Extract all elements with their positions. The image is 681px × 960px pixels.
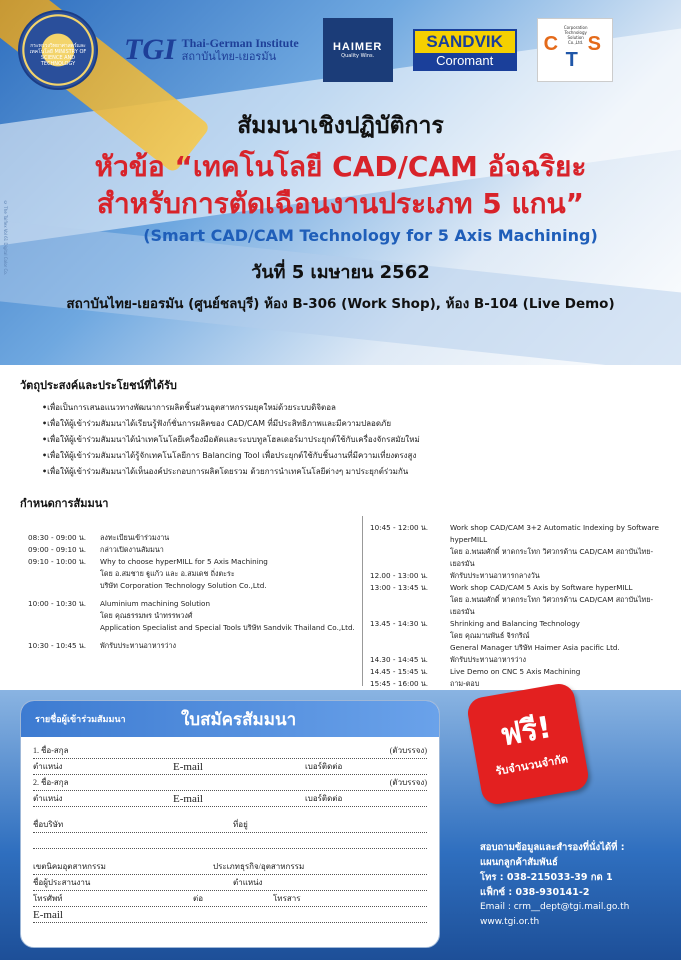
form-title: ใบสมัครสัมมนา <box>181 709 297 730</box>
haimer-tagline: Quality Wins. <box>341 53 375 59</box>
seminar-type: สัมมนาเชิงปฏิบัติการ <box>237 113 444 139</box>
sandvik-top: SANDVIK <box>415 31 515 53</box>
list-item: • เพื่อให้ผู้เข้าร่วมสัมมนาได้นำเทคโนโลยีเครื่องมือตัดและระบบทูลโฮลเดอร์มาประยุกต์ใช้กับเครื่องจักรสมัยใหม่ <box>42 432 670 448</box>
schedule-desc: Why to choose hyperMILL for 5 Axis Machining โดย อ.สมชาย ฐูแก้ว และ อ.สมเดช ถิ่งตะระ บริษัท Corporation Technology Solution Co.,Ltd. <box>100 557 268 590</box>
event-date: วันที่ 5 เมษายน 2562 <box>251 262 430 283</box>
position-label: ตำแหน่ง <box>233 878 263 887</box>
contact-dept: แผนกลูกค้าสัมพันธ์ <box>480 857 558 868</box>
schedule-desc: กล่าวเปิดงานสัมมนา <box>100 545 164 554</box>
schedule-row <box>368 666 673 678</box>
schedule-desc: พักรับประทานอาหารว่าง <box>450 655 527 664</box>
schedule-heading: กำหนดการสัมมนา <box>20 497 109 510</box>
sandvik-logo <box>413 29 517 71</box>
schedule-desc: ถาม-ตอบ <box>450 679 480 688</box>
schedule-time: 14.30 - 14:45 น. <box>370 655 428 664</box>
haimer-logo <box>323 18 393 82</box>
topic-line-1: หัวข้อ “เทคโนโลยี CAD/CAM อัจฉริยะ <box>94 150 587 183</box>
schedule-row <box>368 678 673 690</box>
ministry-seal-logo <box>18 10 98 90</box>
schedule-desc: ลงทะเบียนเข้าร่วมงาน <box>100 533 170 542</box>
list-item: • เพื่อเป็นการเสนอแนวทางพัฒนาการผลิตชิ้นส่วนอุตสาหกรรมยุคใหม่ด้วยระบบดิจิตอล <box>42 400 670 416</box>
tel-field[interactable] <box>33 891 427 907</box>
fax-label: โทรสาร <box>273 894 301 903</box>
schedule-row <box>20 532 370 544</box>
schedule-time: 09:00 - 09:10 น. <box>28 545 87 554</box>
phone-label: เบอร์ติดต่อ <box>305 762 343 771</box>
tel-label: โทรศัพท์ <box>33 894 63 903</box>
schedule-time: 12.00 - 13:00 น. <box>370 571 428 580</box>
schedule-time: 10:30 - 10:45 น. <box>28 641 87 650</box>
schedule-desc: Live Demo on CNC 5 Axis Machining <box>450 667 581 676</box>
seal-text: กระทรวงวิทยาศาสตร์และเทคโนโลยี MINISTRY OF SCIENCE AND TECHNOLOGY <box>29 43 87 67</box>
company-label: ชื่อบริษัท <box>33 820 64 829</box>
email-field[interactable] <box>33 907 427 923</box>
registration-form <box>20 700 440 948</box>
phone-label: เบอร์ติดต่อ <box>305 794 343 803</box>
email-label: E-mail <box>173 793 203 805</box>
schedule-desc: Shrinking and Balancing Technology โดย คุณมานพันธ์ จิรกริณ์ General Manager บริษัท Haimer Asia pacific Ltd. <box>450 619 620 652</box>
schedule-time: 10:00 - 10:30 น. <box>28 599 87 608</box>
name-field-2[interactable] <box>33 775 427 791</box>
name-label: 1. ชื่อ-สกุล <box>33 746 69 755</box>
address-label: ที่อยู่ <box>233 820 248 829</box>
schedule-row <box>368 582 673 618</box>
position-label: ตำแหน่ง <box>33 794 63 803</box>
name-label: 2. ชื่อ-สกุล <box>33 778 69 787</box>
cts-logo <box>537 18 613 82</box>
list-item: • เพื่อให้ผู้เข้าร่วมสัมมนาได้เรียนรู้ฟังก์ชั่นการผลิตของ CAD/CAM ที่มีประสิทธิภาพและมีความปลอดภัย <box>42 416 670 432</box>
schedule-desc: Aluminium machining Solution โดย คุณธรรมพร นำทรรพวงศ์ Application Specialist and Special Tools บริษัท Sandvik Thailand Co.,Ltd. <box>100 599 355 632</box>
contact-email[interactable]: Email : crm__dept@tgi.mail.go.th <box>480 902 630 912</box>
schedule-time: 08:30 - 09:00 น. <box>28 533 87 542</box>
tgi-mark: TGI <box>124 33 176 66</box>
schedule-desc: พักรับประทานอาหารว่าง <box>100 641 177 650</box>
schedule-row <box>20 556 370 592</box>
schedule-time: 15:45 - 16:00 น. <box>370 679 429 688</box>
haimer-name: HAIMER <box>332 41 383 53</box>
free-badge <box>465 681 590 806</box>
coordinator-label: ชื่อผู้ประสานงาน <box>33 878 91 887</box>
tgi-name-en: Thai-German Institute <box>181 36 299 50</box>
cts-letter-c: C <box>543 33 559 55</box>
cts-subtitle: Corporation Technology Solution Co.,Ltd. <box>563 25 588 45</box>
objectives-list <box>20 400 670 480</box>
uppercase-note: (ตัวบรรจง) <box>389 746 427 755</box>
schedule-afternoon <box>368 522 673 690</box>
event-venue: สถาบันไทย-เยอรมัน (ศูนย์ชลบุรี) ห้อง B-306 (Work Shop), ห้อง B-104 (Live Demo) <box>66 296 615 312</box>
side-credit: © The Taiflex Vol 61 Digital Color Co. <box>3 200 8 275</box>
industry-label: เขตนิคมอุตสาหกรรม <box>33 862 106 871</box>
schedule-time: 13.45 - 14:30 น. <box>370 619 428 628</box>
name-field-1[interactable] <box>33 743 427 759</box>
industry-field[interactable] <box>33 859 427 875</box>
schedule-section <box>20 494 670 696</box>
contact-field-1[interactable] <box>33 759 427 775</box>
tgi-name-th: สถาบันไทย-เยอรมัน <box>181 51 277 63</box>
schedule-row <box>20 598 370 634</box>
schedule-time: 09:10 - 10:00 น. <box>28 557 87 566</box>
schedule-time: 13:00 - 13:45 น. <box>370 583 429 592</box>
objectives-section <box>20 376 670 480</box>
form-participants-label: รายชื่อผู้เข้าร่วมสัมมนา <box>35 715 126 725</box>
coordinator-field[interactable] <box>33 875 427 891</box>
schedule-row <box>20 544 370 556</box>
cts-letter-s: S <box>587 33 602 55</box>
contact-tel: โทร : 038-215033-39 กด 1 <box>480 872 613 883</box>
tgi-logo <box>124 33 299 67</box>
list-item: • เพื่อให้ผู้เข้าร่วมสัมมนาได้เห็นองค์ประกอบการผลิตโดยรวม ด้วยการนำเทคโนโลยีต่างๆ มาประยุกต์ร่วมกัน <box>42 464 670 480</box>
contact-intro: สอบถามข้อมูลและสำรองที่นั่งได้ที่ : <box>480 842 625 853</box>
form-header <box>21 701 439 737</box>
cts-letter-t: T <box>565 49 578 71</box>
topic-english: (Smart CAD/CAM Technology for 5 Axis Machining) <box>143 226 598 245</box>
schedule-row <box>368 522 673 570</box>
contact-website[interactable]: www.tgi.or.th <box>480 917 540 927</box>
company-field[interactable] <box>33 817 427 833</box>
logo-bar <box>18 14 668 86</box>
ext-label: ต่อ <box>193 894 203 903</box>
schedule-row <box>368 618 673 654</box>
schedule-time: 10:45 - 12:00 น. <box>370 523 429 532</box>
business-label: ประเภทธุรกิจ/อุตสาหกรรม <box>213 862 305 871</box>
contact-info <box>480 840 676 930</box>
topic-line-2: สำหรับการตัดเฉือนงานประเภท 5 แกน” <box>96 187 585 220</box>
objectives-heading: วัตถุประสงค์และประโยชน์ที่ได้รับ <box>20 379 177 392</box>
schedule-desc: Work shop CAD/CAM 5 Axis by Software hyperMILL โดย อ.พนมศักดิ์ หาดกระโทก วิศวกรด้าน CAD/CAM สถาบันไทย-เยอรมัน <box>450 583 654 616</box>
free-text: ฟรี! <box>497 710 554 754</box>
contact-fax: แฟ็กซ์ : 038-930141-2 <box>480 887 590 898</box>
schedule-row <box>20 640 370 652</box>
schedule-desc: พักรับประทานอาหารกลางวัน <box>450 571 540 580</box>
position-label: ตำแหน่ง <box>33 762 63 771</box>
schedule-row <box>368 654 673 666</box>
schedule-time: 14.45 - 15:45 น. <box>370 667 428 676</box>
sandvik-bottom: Coromant <box>415 53 515 69</box>
email-label: E-mail <box>33 909 63 921</box>
uppercase-note: (ตัวบรรจง) <box>389 778 427 787</box>
list-item: • เพื่อให้ผู้เข้าร่วมสัมมนาได้รู้จักเทคโนโลยีการ Balancing Tool เพื่อประยุกต์ใช้กับชิ้นงานที่มีความเที่ยงตรงสูง <box>42 448 670 464</box>
address-field[interactable] <box>33 833 427 849</box>
schedule-desc: Work shop CAD/CAM 3+2 Automatic Indexing by Software hyperMILL โดย อ.พนมศักดิ์ หาดกระโทก วิศวกรด้าน CAD/CAM สถาบันไทย-เยอรมัน <box>450 523 659 568</box>
email-label: E-mail <box>173 761 203 773</box>
limited-seats-text: รับจำนวนจำกัด <box>494 752 569 778</box>
schedule-row <box>368 570 673 582</box>
contact-field-2[interactable] <box>33 791 427 807</box>
title-block <box>0 108 681 314</box>
schedule-morning <box>20 532 370 652</box>
